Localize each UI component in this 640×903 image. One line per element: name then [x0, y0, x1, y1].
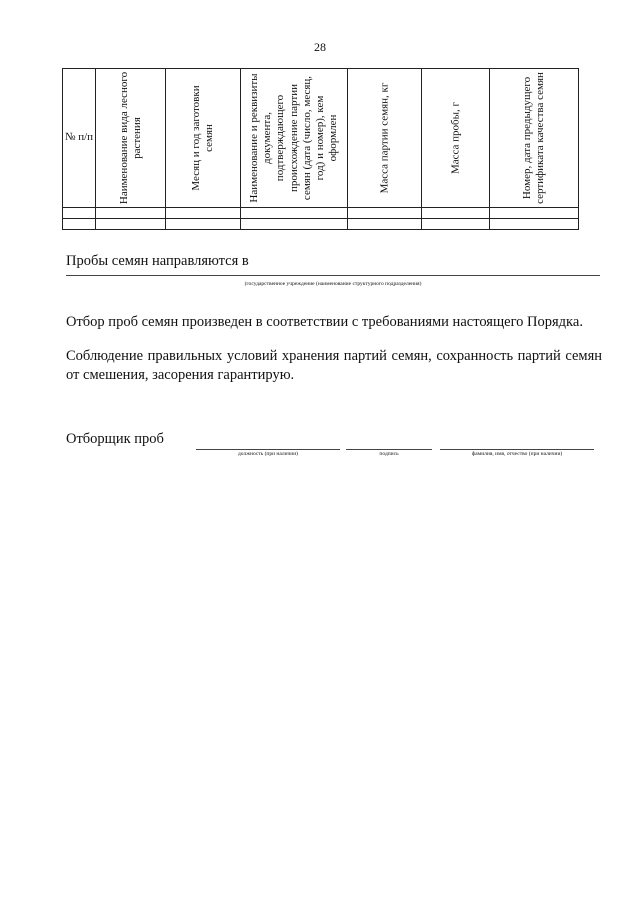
signature-fill-line [346, 449, 432, 450]
table-cell [63, 208, 96, 219]
table-cell [422, 208, 490, 219]
full-name-caption: фамилия, имя, отчество (при наличии) [471, 451, 563, 457]
table-cell [422, 219, 490, 230]
signature-caption: подпись [379, 451, 399, 457]
header-document-label: Наименование и реквизиты документа, подтверждающего происхождение партии семян (дата (число, месяц, год) и номер), кем оформлен [247, 73, 339, 203]
header-cell [490, 69, 579, 208]
table-cell [241, 219, 348, 230]
header-lot-mass-label: Масса партии семян, кг [377, 82, 390, 194]
table-cell [96, 219, 166, 230]
header-cell [63, 69, 96, 208]
table-cell [96, 208, 166, 219]
header-cell [422, 69, 490, 208]
header-cell [96, 69, 166, 208]
table-cell [241, 208, 348, 219]
table-cell [166, 219, 241, 230]
table-cell [490, 219, 579, 230]
table-cell [348, 208, 422, 219]
seed-sample-table [62, 68, 579, 230]
table-cell [63, 219, 96, 230]
full-name-fill-line [440, 449, 594, 450]
header-number-label: № п/п [64, 131, 94, 144]
header-cell [241, 69, 348, 208]
sampler-label: Отборщик проб [66, 431, 164, 447]
header-cell [166, 69, 241, 208]
table-row [63, 208, 579, 219]
compliance-statement: Отбор проб семян произведен в соответствии с требованиями настоящего Порядка. [66, 314, 583, 330]
header-sample-mass-label: Масса пробы, г [448, 101, 461, 175]
table-cell [490, 208, 579, 219]
table-header-row [63, 69, 579, 208]
institution-caption: (государственное учреждение (наименование структурного подразделения) [244, 281, 422, 287]
page-number: 28 [314, 40, 326, 54]
header-cell [348, 69, 422, 208]
header-species-label: Наименование вида лесного растения [117, 71, 143, 205]
position-caption: должность (при наличии) [237, 451, 299, 457]
table-cell [166, 208, 241, 219]
header-certificate-label: Номер, дата предыдущего сертификата качества семян [520, 72, 546, 204]
table-cell [348, 219, 422, 230]
header-month-year-label: Месяц и год заготовки семян [189, 85, 215, 191]
samples-sent-to-label: Пробы семян направляются в [66, 253, 249, 269]
position-fill-line [196, 449, 340, 450]
storage-guarantee-statement: Соблюдение правильных условий хранения партий семян, сохранность партий семян от смешения, засорения гарантирую. [66, 348, 602, 383]
table-row [63, 219, 579, 230]
institution-fill-line [66, 275, 600, 276]
